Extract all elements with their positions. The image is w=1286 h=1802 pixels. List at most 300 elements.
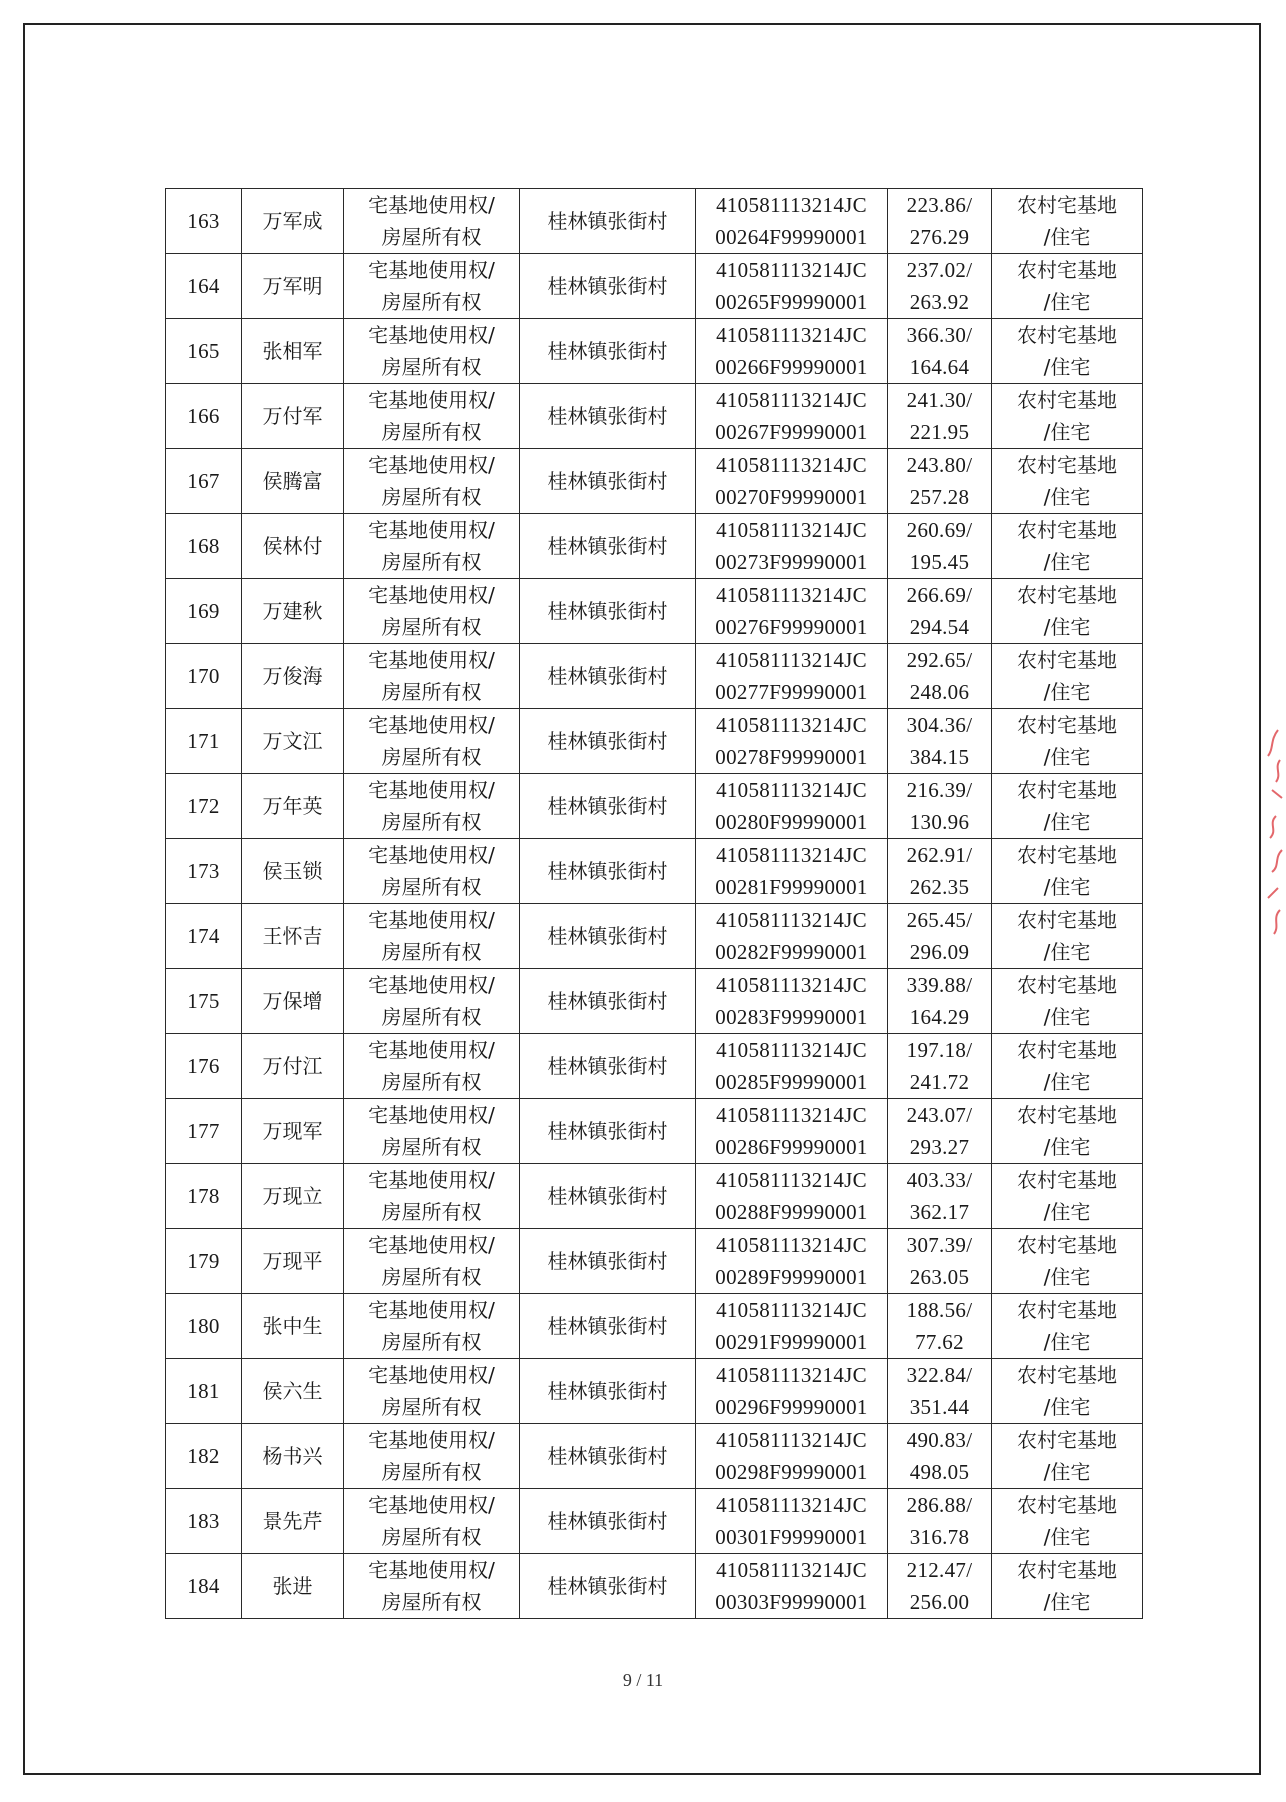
table-row xyxy=(166,1359,1143,1424)
area-line-2: 195.45 xyxy=(909,550,970,574)
area-line-1: 339.88/ xyxy=(906,973,973,997)
location: 桂林镇张街村 xyxy=(520,1294,696,1359)
area-line-1: 243.80/ xyxy=(906,453,973,477)
right-type-line-2: 房屋所有权 xyxy=(381,1200,482,1224)
unit-code-line-2: 00289F99990001 xyxy=(715,1265,868,1289)
right-type xyxy=(344,1554,520,1619)
land-use xyxy=(992,709,1143,774)
land-use-line-1: 农村宅基地 xyxy=(1017,258,1117,282)
owner-name: 万军成 xyxy=(242,189,344,254)
unit-code-line-2: 00278F99990001 xyxy=(715,745,868,769)
right-type-line-1: 宅基地使用权/ xyxy=(368,518,495,542)
unit-code-line-2: 00291F99990001 xyxy=(715,1330,868,1354)
land-use-line-2: /住宅 xyxy=(1043,225,1091,249)
table-row xyxy=(166,1099,1143,1164)
right-type-line-1: 宅基地使用权/ xyxy=(368,1428,495,1452)
land-use xyxy=(992,774,1143,839)
right-type xyxy=(344,449,520,514)
area xyxy=(888,969,992,1034)
unit-code-line-2: 00288F99990001 xyxy=(715,1200,868,1224)
owner-name: 张相军 xyxy=(242,319,344,384)
unit-code-line-1: 410581113214JC xyxy=(716,1558,867,1582)
right-type xyxy=(344,1099,520,1164)
row-number: 166 xyxy=(166,384,242,449)
unit-code xyxy=(696,254,888,319)
right-type xyxy=(344,254,520,319)
area-line-2: 362.17 xyxy=(909,1200,970,1224)
land-use-line-1: 农村宅基地 xyxy=(1017,1493,1117,1517)
right-type-line-1: 宅基地使用权/ xyxy=(368,648,495,672)
table-row xyxy=(166,1034,1143,1099)
right-type-line-2: 房屋所有权 xyxy=(381,875,482,899)
unit-code-line-1: 410581113214JC xyxy=(716,908,867,932)
row-number: 169 xyxy=(166,579,242,644)
area xyxy=(888,514,992,579)
table-row xyxy=(166,1424,1143,1489)
land-use-line-1: 农村宅基地 xyxy=(1017,453,1117,477)
table-row xyxy=(166,904,1143,969)
owner-name: 万年英 xyxy=(242,774,344,839)
row-number: 164 xyxy=(166,254,242,319)
location: 桂林镇张街村 xyxy=(520,449,696,514)
unit-code-line-2: 00273F99990001 xyxy=(715,550,868,574)
table-body xyxy=(166,189,1143,1619)
land-use-line-1: 农村宅基地 xyxy=(1017,843,1117,867)
location: 桂林镇张街村 xyxy=(520,1099,696,1164)
table-row xyxy=(166,579,1143,644)
land-use-line-1: 农村宅基地 xyxy=(1017,778,1117,802)
unit-code-line-1: 410581113214JC xyxy=(716,453,867,477)
land-use xyxy=(992,1229,1143,1294)
owner-name: 万付军 xyxy=(242,384,344,449)
unit-code xyxy=(696,1099,888,1164)
area xyxy=(888,1554,992,1619)
unit-code xyxy=(696,774,888,839)
unit-code-line-1: 410581113214JC xyxy=(716,518,867,542)
location: 桂林镇张街村 xyxy=(520,254,696,319)
row-number: 173 xyxy=(166,839,242,904)
land-use xyxy=(992,904,1143,969)
right-type-line-1: 宅基地使用权/ xyxy=(368,1363,495,1387)
right-type xyxy=(344,644,520,709)
unit-code-line-2: 00270F99990001 xyxy=(715,485,868,509)
area-line-1: 403.33/ xyxy=(906,1168,973,1192)
unit-code-line-1: 410581113214JC xyxy=(716,583,867,607)
land-use-line-2: /住宅 xyxy=(1043,680,1091,704)
location: 桂林镇张街村 xyxy=(520,709,696,774)
land-use-line-1: 农村宅基地 xyxy=(1017,713,1117,737)
area-line-2: 248.06 xyxy=(909,680,970,704)
right-type-line-2: 房屋所有权 xyxy=(381,1265,482,1289)
owner-name: 景先芹 xyxy=(242,1489,344,1554)
area-line-2: 77.62 xyxy=(915,1330,964,1354)
unit-code xyxy=(696,579,888,644)
owner-name: 万付江 xyxy=(242,1034,344,1099)
land-use-line-2: /住宅 xyxy=(1043,1005,1091,1029)
row-number: 165 xyxy=(166,319,242,384)
area-line-1: 292.65/ xyxy=(906,648,973,672)
area-line-1: 366.30/ xyxy=(906,323,973,347)
table-row xyxy=(166,384,1143,449)
table-row xyxy=(166,1554,1143,1619)
unit-code-line-1: 410581113214JC xyxy=(716,1233,867,1257)
right-type xyxy=(344,189,520,254)
area xyxy=(888,319,992,384)
owner-name: 张中生 xyxy=(242,1294,344,1359)
right-type-line-2: 房屋所有权 xyxy=(381,290,482,314)
unit-code-line-2: 00301F99990001 xyxy=(715,1525,868,1549)
area-line-2: 316.78 xyxy=(909,1525,970,1549)
land-use xyxy=(992,1034,1143,1099)
unit-code xyxy=(696,709,888,774)
unit-code-line-1: 410581113214JC xyxy=(716,1103,867,1127)
row-number: 175 xyxy=(166,969,242,1034)
unit-code-line-2: 00264F99990001 xyxy=(715,225,868,249)
land-use-line-2: /住宅 xyxy=(1043,290,1091,314)
land-use-line-1: 农村宅基地 xyxy=(1017,1298,1117,1322)
owner-name: 万现军 xyxy=(242,1099,344,1164)
table-row xyxy=(166,969,1143,1034)
location: 桂林镇张街村 xyxy=(520,1034,696,1099)
right-type xyxy=(344,1164,520,1229)
row-number: 184 xyxy=(166,1554,242,1619)
land-use-line-2: /住宅 xyxy=(1043,420,1091,444)
unit-code xyxy=(696,1489,888,1554)
area xyxy=(888,384,992,449)
location: 桂林镇张街村 xyxy=(520,1554,696,1619)
area xyxy=(888,1164,992,1229)
area-line-2: 164.29 xyxy=(909,1005,970,1029)
location: 桂林镇张街村 xyxy=(520,1489,696,1554)
row-number: 177 xyxy=(166,1099,242,1164)
unit-code xyxy=(696,904,888,969)
owner-name: 侯林付 xyxy=(242,514,344,579)
area-line-1: 223.86/ xyxy=(906,193,973,217)
area-line-2: 351.44 xyxy=(909,1395,970,1419)
table-row xyxy=(166,839,1143,904)
row-number: 181 xyxy=(166,1359,242,1424)
table-row xyxy=(166,1489,1143,1554)
land-use xyxy=(992,319,1143,384)
right-type xyxy=(344,774,520,839)
unit-code xyxy=(696,514,888,579)
unit-code-line-1: 410581113214JC xyxy=(716,1298,867,1322)
area-line-2: 293.27 xyxy=(909,1135,970,1159)
area-line-2: 164.64 xyxy=(909,355,970,379)
area-line-2: 263.05 xyxy=(909,1265,970,1289)
right-type xyxy=(344,904,520,969)
owner-name: 杨书兴 xyxy=(242,1424,344,1489)
area-line-2: 241.72 xyxy=(909,1070,970,1094)
right-type-line-1: 宅基地使用权/ xyxy=(368,1168,495,1192)
unit-code-line-1: 410581113214JC xyxy=(716,648,867,672)
land-use xyxy=(992,1554,1143,1619)
red-stamp-edge xyxy=(1260,720,1286,950)
unit-code-line-2: 00266F99990001 xyxy=(715,355,868,379)
unit-code xyxy=(696,1554,888,1619)
owner-name: 万现立 xyxy=(242,1164,344,1229)
land-use-line-2: /住宅 xyxy=(1043,550,1091,574)
unit-code xyxy=(696,1164,888,1229)
land-use xyxy=(992,1489,1143,1554)
owner-name: 万文江 xyxy=(242,709,344,774)
unit-code xyxy=(696,1229,888,1294)
land-use xyxy=(992,384,1143,449)
unit-code-line-2: 00282F99990001 xyxy=(715,940,868,964)
right-type-line-2: 房屋所有权 xyxy=(381,810,482,834)
unit-code-line-1: 410581113214JC xyxy=(716,1168,867,1192)
land-use-line-1: 农村宅基地 xyxy=(1017,1363,1117,1387)
right-type-line-1: 宅基地使用权/ xyxy=(368,193,495,217)
land-use xyxy=(992,1424,1143,1489)
area-line-2: 262.35 xyxy=(909,875,970,899)
land-use-line-1: 农村宅基地 xyxy=(1017,908,1117,932)
right-type xyxy=(344,1359,520,1424)
area xyxy=(888,839,992,904)
area-line-1: 212.47/ xyxy=(906,1558,973,1582)
land-use-line-1: 农村宅基地 xyxy=(1017,1103,1117,1127)
right-type xyxy=(344,579,520,644)
right-type-line-1: 宅基地使用权/ xyxy=(368,323,495,347)
land-use-line-2: /住宅 xyxy=(1043,355,1091,379)
unit-code-line-1: 410581113214JC xyxy=(716,1038,867,1062)
land-use xyxy=(992,969,1143,1034)
location: 桂林镇张街村 xyxy=(520,579,696,644)
right-type-line-2: 房屋所有权 xyxy=(381,1395,482,1419)
land-use-line-1: 农村宅基地 xyxy=(1017,388,1117,412)
area-line-1: 197.18/ xyxy=(906,1038,973,1062)
unit-code-line-2: 00283F99990001 xyxy=(715,1005,868,1029)
right-type xyxy=(344,1489,520,1554)
land-use xyxy=(992,1359,1143,1424)
area xyxy=(888,774,992,839)
unit-code-line-1: 410581113214JC xyxy=(716,388,867,412)
table-row xyxy=(166,1294,1143,1359)
right-type-line-2: 房屋所有权 xyxy=(381,1330,482,1354)
area xyxy=(888,1229,992,1294)
row-number: 176 xyxy=(166,1034,242,1099)
right-type-line-1: 宅基地使用权/ xyxy=(368,843,495,867)
unit-code xyxy=(696,1294,888,1359)
land-use-line-1: 农村宅基地 xyxy=(1017,973,1117,997)
right-type-line-2: 房屋所有权 xyxy=(381,420,482,444)
area xyxy=(888,1294,992,1359)
unit-code-line-2: 00265F99990001 xyxy=(715,290,868,314)
land-use-line-2: /住宅 xyxy=(1043,1265,1091,1289)
owner-name: 万建秋 xyxy=(242,579,344,644)
table-row xyxy=(166,709,1143,774)
area-line-2: 257.28 xyxy=(909,485,970,509)
row-number: 178 xyxy=(166,1164,242,1229)
right-type-line-2: 房屋所有权 xyxy=(381,225,482,249)
owner-name: 万军明 xyxy=(242,254,344,319)
table-row xyxy=(166,189,1143,254)
land-use-line-1: 农村宅基地 xyxy=(1017,1233,1117,1257)
land-use-line-2: /住宅 xyxy=(1043,485,1091,509)
area-line-1: 216.39/ xyxy=(906,778,973,802)
right-type xyxy=(344,514,520,579)
area xyxy=(888,644,992,709)
area xyxy=(888,1489,992,1554)
right-type-line-1: 宅基地使用权/ xyxy=(368,778,495,802)
right-type-line-1: 宅基地使用权/ xyxy=(368,1233,495,1257)
location: 桂林镇张街村 xyxy=(520,774,696,839)
unit-code-line-1: 410581113214JC xyxy=(716,973,867,997)
land-use-line-2: /住宅 xyxy=(1043,1395,1091,1419)
land-use xyxy=(992,449,1143,514)
land-use-line-1: 农村宅基地 xyxy=(1017,1038,1117,1062)
unit-code-line-2: 00298F99990001 xyxy=(715,1460,868,1484)
owner-name: 万现平 xyxy=(242,1229,344,1294)
right-type-line-1: 宅基地使用权/ xyxy=(368,583,495,607)
right-type xyxy=(344,969,520,1034)
unit-code-line-1: 410581113214JC xyxy=(716,843,867,867)
land-use xyxy=(992,579,1143,644)
area-line-2: 296.09 xyxy=(909,940,970,964)
unit-code-line-2: 00285F99990001 xyxy=(715,1070,868,1094)
area xyxy=(888,1359,992,1424)
area-line-2: 498.05 xyxy=(909,1460,970,1484)
right-type xyxy=(344,709,520,774)
right-type-line-2: 房屋所有权 xyxy=(381,1070,482,1094)
unit-code xyxy=(696,449,888,514)
area-line-2: 256.00 xyxy=(909,1590,970,1614)
unit-code-line-1: 410581113214JC xyxy=(716,258,867,282)
owner-name: 张进 xyxy=(242,1554,344,1619)
unit-code xyxy=(696,384,888,449)
location: 桂林镇张街村 xyxy=(520,969,696,1034)
location: 桂林镇张街村 xyxy=(520,904,696,969)
land-use-line-2: /住宅 xyxy=(1043,1200,1091,1224)
right-type-line-2: 房屋所有权 xyxy=(381,615,482,639)
land-use-line-1: 农村宅基地 xyxy=(1017,583,1117,607)
unit-code-line-1: 410581113214JC xyxy=(716,1363,867,1387)
right-type-line-1: 宅基地使用权/ xyxy=(368,1103,495,1127)
right-type xyxy=(344,384,520,449)
area-line-1: 260.69/ xyxy=(906,518,973,542)
location: 桂林镇张街村 xyxy=(520,189,696,254)
area-line-1: 307.39/ xyxy=(906,1233,973,1257)
right-type-line-1: 宅基地使用权/ xyxy=(368,388,495,412)
area-line-2: 384.15 xyxy=(909,745,970,769)
area xyxy=(888,1424,992,1489)
right-type-line-2: 房屋所有权 xyxy=(381,1525,482,1549)
unit-code-line-1: 410581113214JC xyxy=(716,713,867,737)
area-line-2: 276.29 xyxy=(909,225,970,249)
location: 桂林镇张街村 xyxy=(520,1359,696,1424)
table-row xyxy=(166,1164,1143,1229)
area-line-1: 188.56/ xyxy=(906,1298,973,1322)
area-line-1: 241.30/ xyxy=(906,388,973,412)
land-use-line-2: /住宅 xyxy=(1043,810,1091,834)
land-use-line-2: /住宅 xyxy=(1043,1070,1091,1094)
land-use xyxy=(992,1294,1143,1359)
land-use-line-1: 农村宅基地 xyxy=(1017,323,1117,347)
area-line-1: 265.45/ xyxy=(906,908,973,932)
land-use xyxy=(992,189,1143,254)
right-type-line-1: 宅基地使用权/ xyxy=(368,1298,495,1322)
owner-name: 侯玉锁 xyxy=(242,839,344,904)
unit-code xyxy=(696,969,888,1034)
unit-code xyxy=(696,839,888,904)
location: 桂林镇张街村 xyxy=(520,319,696,384)
right-type-line-1: 宅基地使用权/ xyxy=(368,453,495,477)
unit-code xyxy=(696,1359,888,1424)
right-type-line-2: 房屋所有权 xyxy=(381,1460,482,1484)
table-row xyxy=(166,1229,1143,1294)
row-number: 180 xyxy=(166,1294,242,1359)
unit-code-line-2: 00277F99990001 xyxy=(715,680,868,704)
table-row xyxy=(166,644,1143,709)
row-number: 170 xyxy=(166,644,242,709)
area xyxy=(888,254,992,319)
owner-name: 侯腾富 xyxy=(242,449,344,514)
right-type-line-2: 房屋所有权 xyxy=(381,355,482,379)
area-line-1: 286.88/ xyxy=(906,1493,973,1517)
land-use-line-2: /住宅 xyxy=(1043,1460,1091,1484)
area-line-1: 262.91/ xyxy=(906,843,973,867)
land-use-line-2: /住宅 xyxy=(1043,1525,1091,1549)
unit-code-line-1: 410581113214JC xyxy=(716,778,867,802)
location: 桂林镇张街村 xyxy=(520,1164,696,1229)
location: 桂林镇张街村 xyxy=(520,839,696,904)
land-use-line-2: /住宅 xyxy=(1043,745,1091,769)
area-line-2: 130.96 xyxy=(909,810,970,834)
unit-code xyxy=(696,189,888,254)
unit-code xyxy=(696,319,888,384)
owner-name: 侯六生 xyxy=(242,1359,344,1424)
right-type-line-1: 宅基地使用权/ xyxy=(368,1038,495,1062)
area-line-1: 490.83/ xyxy=(906,1428,973,1452)
table-row xyxy=(166,774,1143,839)
right-type xyxy=(344,1424,520,1489)
land-use-line-2: /住宅 xyxy=(1043,1330,1091,1354)
right-type-line-1: 宅基地使用权/ xyxy=(368,713,495,737)
location: 桂林镇张街村 xyxy=(520,514,696,579)
table-row xyxy=(166,449,1143,514)
area-line-2: 221.95 xyxy=(909,420,970,444)
area xyxy=(888,709,992,774)
unit-code-line-1: 410581113214JC xyxy=(716,193,867,217)
right-type-line-2: 房屋所有权 xyxy=(381,680,482,704)
row-number: 171 xyxy=(166,709,242,774)
right-type-line-1: 宅基地使用权/ xyxy=(368,973,495,997)
right-type-line-2: 房屋所有权 xyxy=(381,550,482,574)
unit-code xyxy=(696,1034,888,1099)
location: 桂林镇张街村 xyxy=(520,644,696,709)
page-number: 9 / 11 xyxy=(622,1670,664,1690)
land-use-line-2: /住宅 xyxy=(1043,1135,1091,1159)
area-line-1: 322.84/ xyxy=(906,1363,973,1387)
area xyxy=(888,1034,992,1099)
land-use-line-1: 农村宅基地 xyxy=(1017,1428,1117,1452)
land-use-line-1: 农村宅基地 xyxy=(1017,518,1117,542)
unit-code-line-2: 00296F99990001 xyxy=(715,1395,868,1419)
land-use-line-1: 农村宅基地 xyxy=(1017,193,1117,217)
row-number: 172 xyxy=(166,774,242,839)
area-line-1: 237.02/ xyxy=(906,258,973,282)
right-type-line-2: 房屋所有权 xyxy=(381,1005,482,1029)
area-line-2: 263.92 xyxy=(909,290,970,314)
unit-code-line-2: 00276F99990001 xyxy=(715,615,868,639)
table-row xyxy=(166,514,1143,579)
area xyxy=(888,904,992,969)
land-use-line-2: /住宅 xyxy=(1043,615,1091,639)
owner-name: 王怀吉 xyxy=(242,904,344,969)
unit-code-line-1: 410581113214JC xyxy=(716,323,867,347)
area-line-1: 304.36/ xyxy=(906,713,973,737)
area-line-1: 266.69/ xyxy=(906,583,973,607)
